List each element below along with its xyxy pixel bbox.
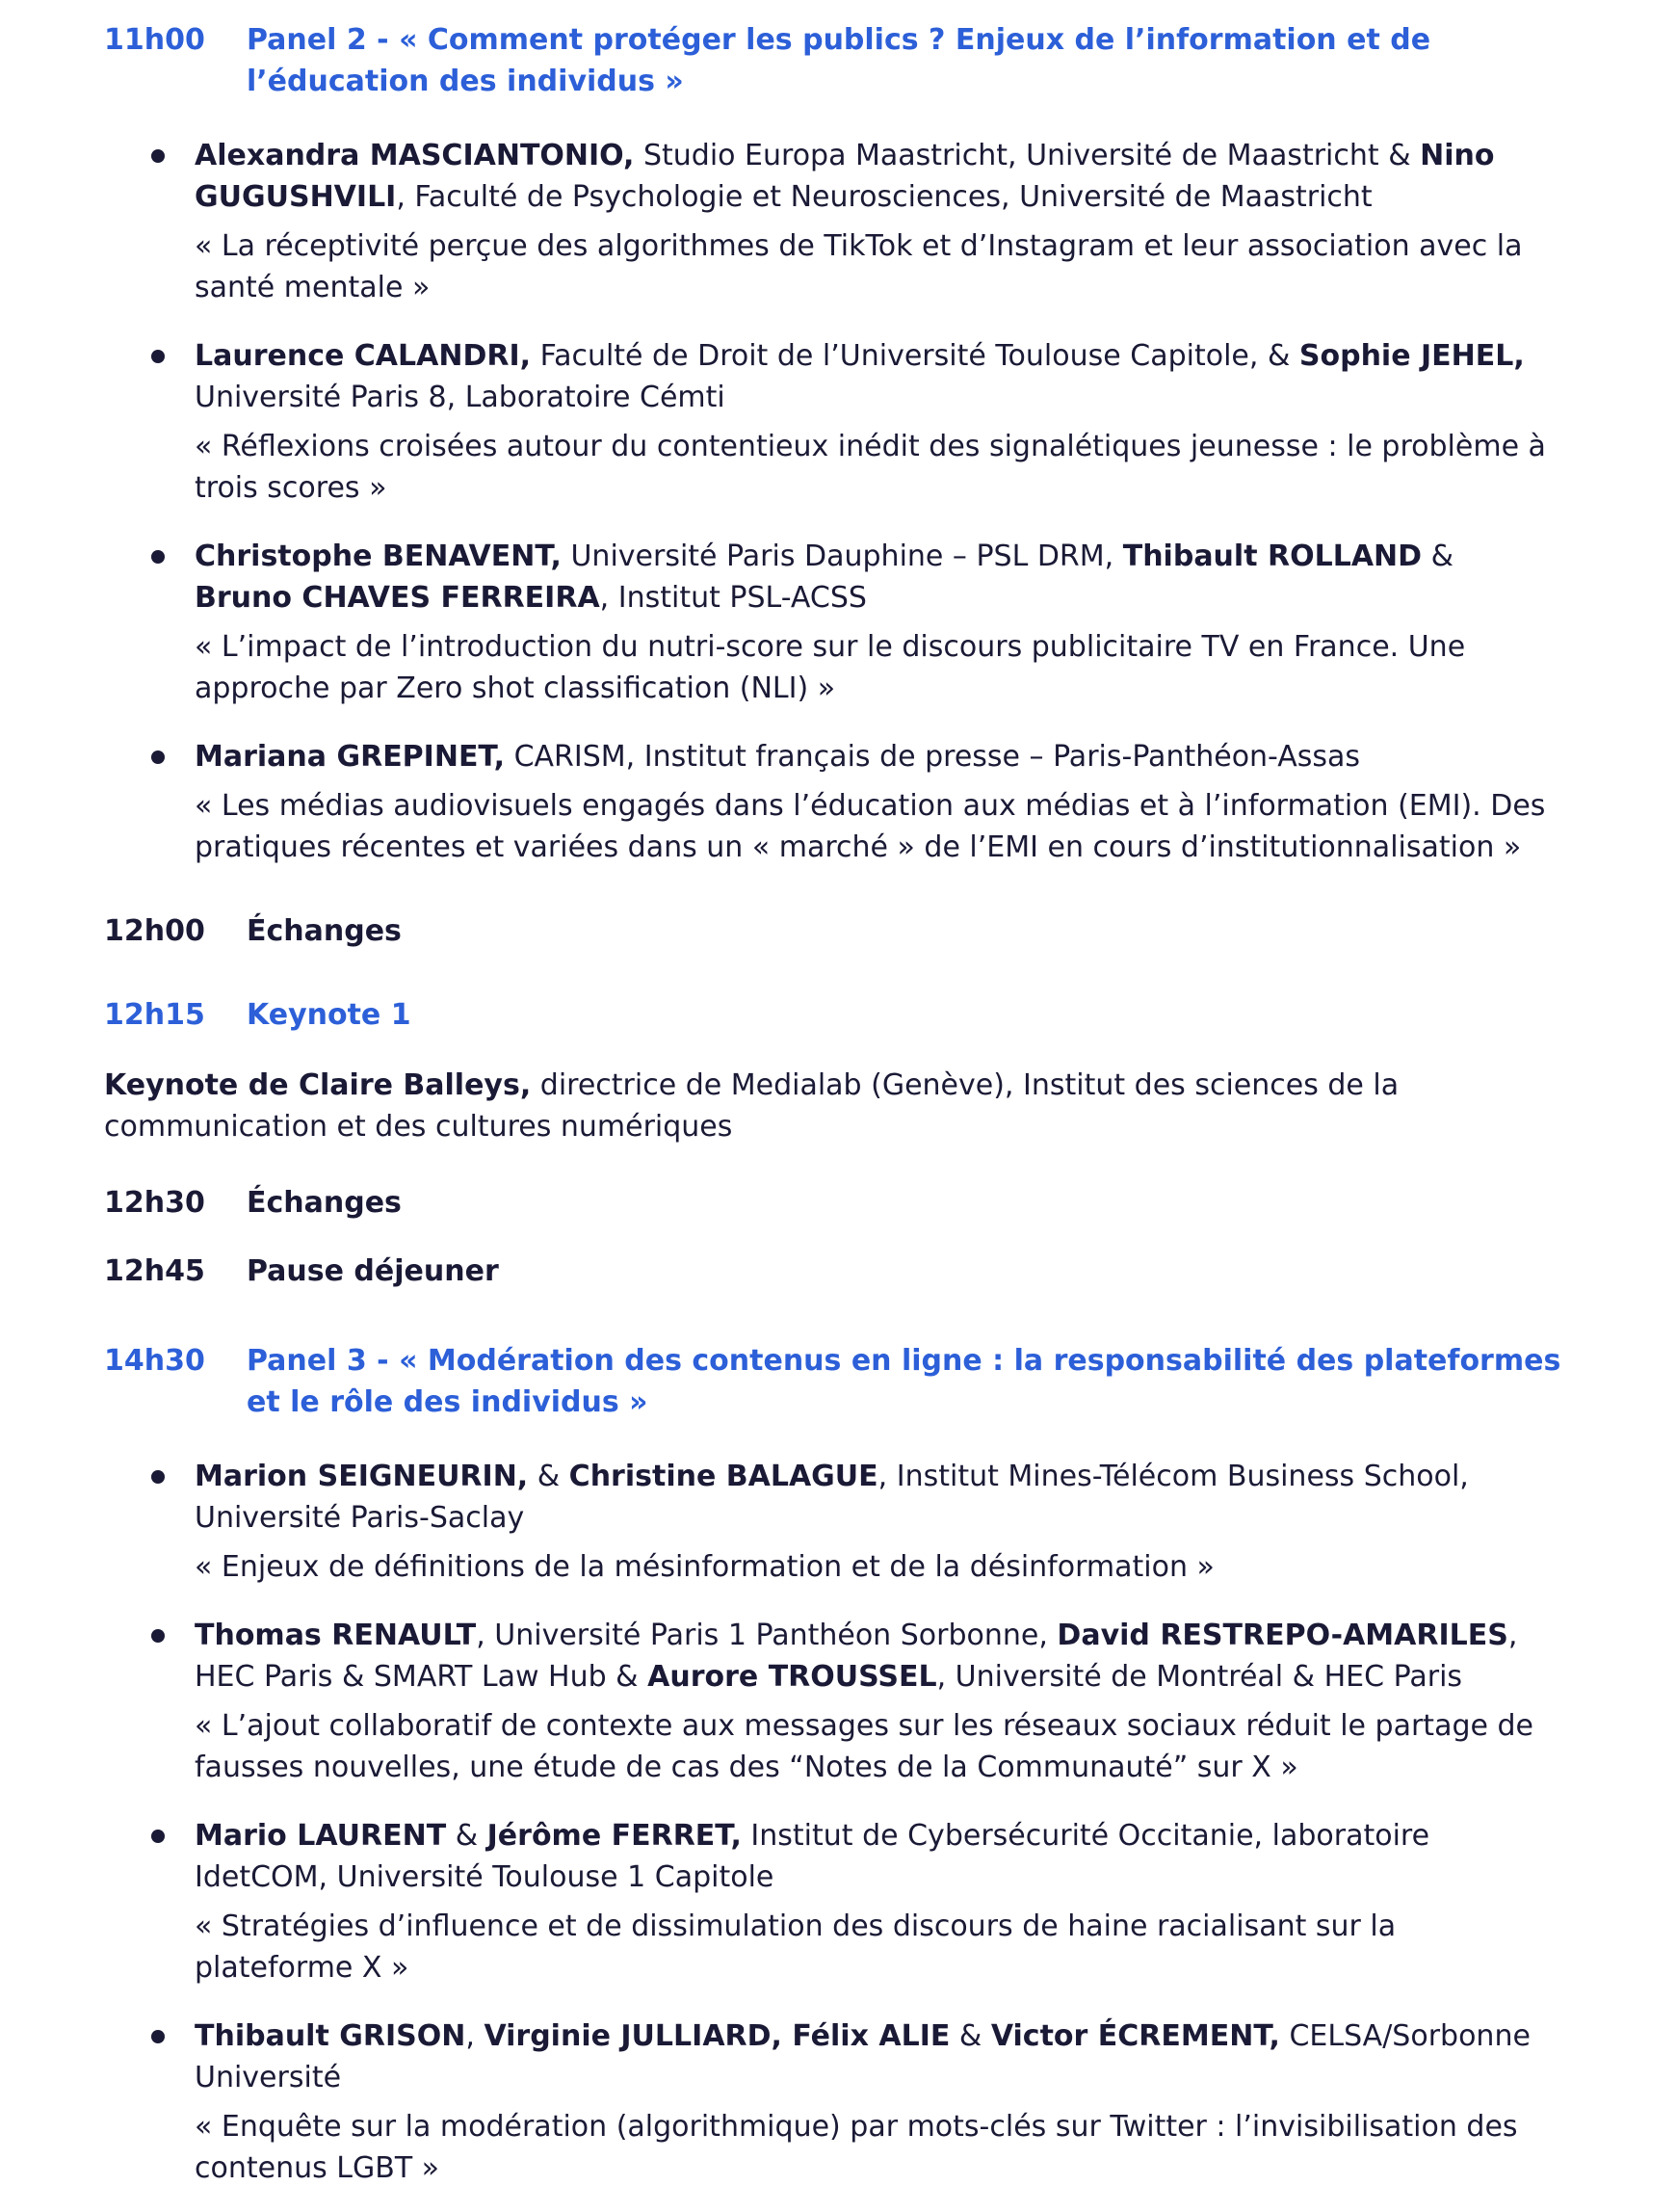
talk [151,1615,1553,1788]
session-12h45-pause-dejeuner [104,1251,1591,1292]
talk-speakers: Alexandra MASCIANTONIO, Studio Europa Maastricht, Université de Maastricht & Nino GUGUSHVILI, Faculté de Psychologie et Neurosciences, Université de Maastricht [195,139,1495,214]
talk-speakers: Laurence CALANDRI, Faculté de Droit de l’Université Toulouse Capitole, & Sophie JEHEL, Université Paris 8, Laboratoire Cémti [195,339,1525,414]
talk [151,135,1553,308]
bullet-icon [151,1629,165,1643]
bullet-icon [151,149,165,163]
session-panel-2 [104,19,1591,868]
bullet-icon [151,1470,165,1484]
talk [151,1456,1553,1588]
session-header-panel-2 [104,19,1591,102]
session-time: 12h15 [104,998,205,1032]
talk-title: « L’impact de l’introduction du nutri-score sur le discours publicitaire TV en France. Une approche par Zero shot classification (NLI) » [195,630,1466,705]
bullet-icon [151,750,165,764]
session-label: Échanges [247,914,402,948]
session-time: 12h00 [104,914,205,948]
talk-title: « Stratégies d’influence et de dissimulation des discours de haine racialisant sur la plateforme X » [195,1909,1397,1985]
session-12h00-echanges [104,910,1591,952]
talk [151,2015,1553,2189]
talk-list-panel-3 [104,1456,1591,2189]
session-time: 11h00 [104,23,205,57]
talk [151,1815,1553,1988]
talk-title: « L’ajout collaboratif de contexte aux messages sur les réseaux sociaux réduit le partage de fausses nouvelles, une étude de cas des “Notes de la Communauté” sur X » [195,1709,1533,1784]
bullet-icon [151,350,165,363]
session-12h15-keynote-1 [104,994,1591,1036]
talk [151,736,1553,868]
session-label: Échanges [247,1186,402,1220]
bullet-icon [151,1830,165,1843]
talk-speakers: Mario LAURENT & Jérôme FERRET, Institut de Cybersécurité Occitanie, laboratoire IdetCOM, Université Toulouse 1 Capitole [195,1819,1430,1894]
session-time: 12h30 [104,1186,205,1220]
talk-title: « La réceptivité perçue des algorithmes de TikTok et d’Instagram et leur association avec la santé mentale » [195,229,1523,304]
talk-list-panel-2 [104,135,1591,868]
session-label: Pause déjeuner [247,1254,499,1288]
bullet-icon [151,550,165,564]
talk [151,536,1553,709]
talk-title: « Réflexions croisées autour du contentieux inédit des signalétiques jeunesse : le problème à trois scores » [195,430,1546,505]
talk-title: « Enjeux de définitions de la mésinformation et de la désinformation » [195,1550,1215,1584]
talk-title: « Enquête sur la modération (algorithmique) par mots-clés sur Twitter : l’invisibilisation des contenus LGBT » [195,2110,1518,2185]
session-label: Keynote 1 [247,998,411,1032]
keynote-description: Keynote de Claire Balleys, directrice de Medialab (Genève), Institut des sciences de la communication et des cultures numériques [104,1068,1400,1144]
session-12h30-echanges [104,1182,1591,1224]
session-header-panel-3 [104,1340,1591,1423]
session-title: Panel 2 - « Comment protéger les publics ? Enjeux de l’information et de l’éducation des individus » [247,23,1431,98]
session-title: Panel 3 - « Modération des contenus en ligne : la responsabilité des plateformes et le rôle des individus » [247,1344,1561,1419]
session-panel-3 [104,1340,1591,2189]
session-time: 12h45 [104,1254,205,1288]
bullet-icon [151,2030,165,2043]
talk-speakers: Christophe BENAVENT, Université Paris Dauphine – PSL DRM, Thibault ROLLAND & Bruno CHAVES FERREIRA, Institut PSL-ACSS [195,540,1453,615]
talk-speakers: Thomas RENAULT, Université Paris 1 Panthéon Sorbonne, David RESTREPO-AMARILES, HEC Paris & SMART Law Hub & Aurore TROUSSEL, Université de Montréal & HEC Paris [195,1619,1518,1694]
talk-speakers: Mariana GREPINET, CARISM, Institut français de presse – Paris-Panthéon-Assas [195,740,1361,774]
talk-title: « Les médias audiovisuels engagés dans l’éducation aux médias et à l’information (EMI). Des pratiques récentes et variées dans un « marché » de l’EMI en cours d’institutionnalisation » [195,789,1546,864]
session-time: 14h30 [104,1344,205,1378]
talk-speakers: Marion SEIGNEURIN, & Christine BALAGUE, Institut Mines-Télécom Business School, Université Paris-Saclay [195,1460,1469,1535]
talk [151,335,1553,509]
talk-speakers: Thibault GRISON, Virginie JULLIARD, Félix ALIE & Victor ÉCREMENT, CELSA/Sorbonne Université [195,2019,1531,2094]
